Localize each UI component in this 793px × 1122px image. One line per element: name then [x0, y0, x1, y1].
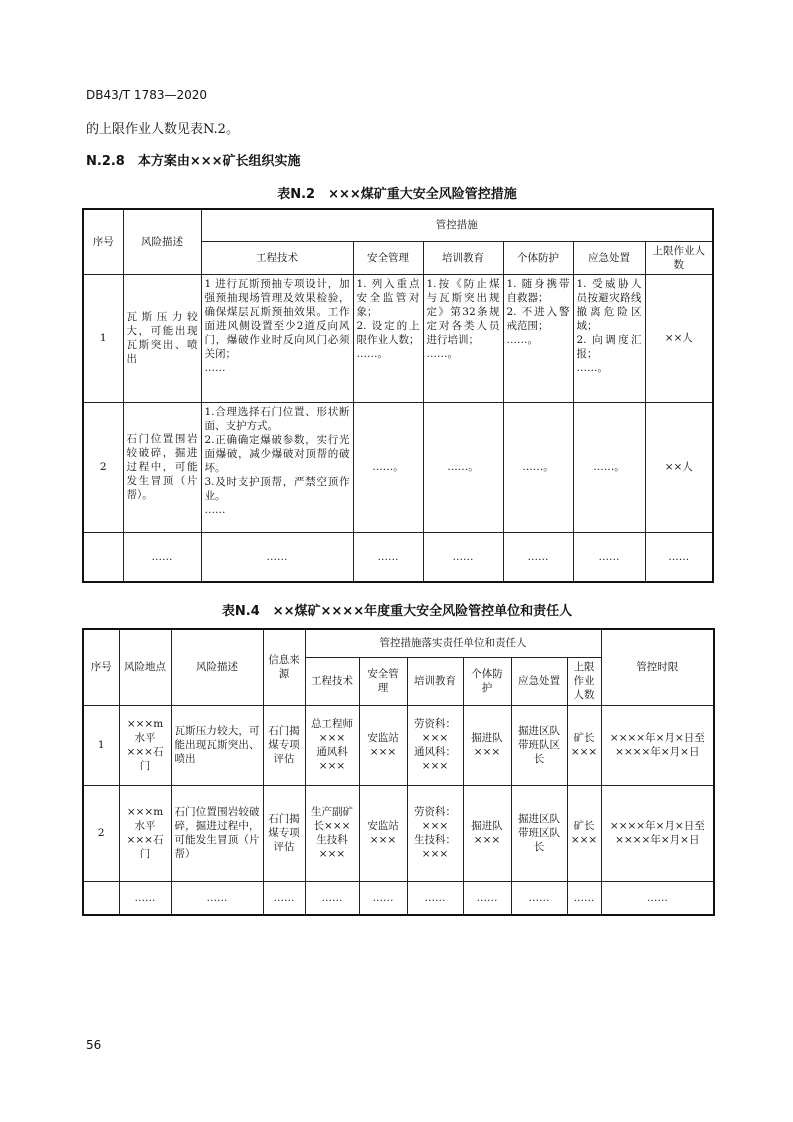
cell-ppe: …… [503, 532, 573, 582]
table-row [83, 532, 713, 582]
cell-ppe: 掘进队××× [463, 705, 511, 785]
header-period: 管控时限 [601, 629, 714, 705]
intro-text: 的上限作业人数见表N.2。 [86, 122, 239, 137]
cell-seq [83, 881, 119, 915]
cell-ppe: ……。 [503, 402, 573, 532]
document-id: DB43/T 1783—2020 [86, 88, 208, 102]
table-n4 [82, 628, 715, 916]
cell-limit: …… [645, 532, 713, 582]
cell-location: …… [119, 881, 171, 915]
cell-engineering: 1.合理选择石门位置、形状断面、支护方式。 2.正确确定爆破参数，实行光面爆破，减少爆破对顶帮的破坏。 3.及时支护顶帮，严禁空顶作业。 …… [201, 402, 353, 532]
header-ppe: 个体防护 [503, 241, 573, 274]
cell-risk: 石门位置围岩较破碎，掘进过程中，可能发生冒顶（片帮）。 [123, 402, 201, 532]
table-row [83, 705, 714, 785]
cell-period: ××××年×月×日至××××年×月×日 [601, 785, 714, 881]
cell-safety: 安监站××× [359, 785, 407, 881]
header-source: 信息来源 [263, 629, 305, 705]
cell-emergency: 掘进区队带班区队长 [511, 785, 567, 881]
cell-seq [83, 532, 123, 582]
cell-training: …… [407, 881, 463, 915]
cell-safety: 1. 列入重点安全监管对象； 2. 设定的上限作业人数； ……。 [353, 274, 423, 402]
cell-limit: ××人 [645, 402, 713, 532]
header-measures: 管控措施 [201, 209, 713, 241]
cell-source: …… [263, 881, 305, 915]
cell-engineering: …… [305, 881, 359, 915]
cell-limit: ××人 [645, 274, 713, 402]
header-seq: 序号 [83, 629, 119, 705]
cell-source: 石门揭煤专项评估 [263, 785, 305, 881]
cell-engineering: 生产副矿长××× 生技科××× [305, 785, 359, 881]
cell-safety: …… [359, 881, 407, 915]
header-risk: 风险描述 [123, 209, 201, 274]
cell-emergency: ……。 [573, 402, 645, 532]
cell-risk: …… [123, 532, 201, 582]
cell-training: 1.按《防止煤与瓦斯突出规定》第32条规定对各类人员进行培训； ……。 [423, 274, 503, 402]
header-limit: 上限作业人数 [567, 657, 601, 705]
cell-ppe: 掘进队××× [463, 785, 511, 881]
cell-seq: 2 [83, 402, 123, 532]
cell-location: ×××m水平×××石门 [119, 705, 171, 785]
cell-ppe: …… [463, 881, 511, 915]
cell-engineering: 1 进行瓦斯预抽专项设计，加强预抽现场管理及效果检验，确保煤层瓦斯预抽效果。工作面进风侧设置至少2道反向风门，爆破作业时反向风门必须关闭； …… [201, 274, 353, 402]
header-engineering: 工程技术 [305, 657, 359, 705]
section-heading: N.2.8 本方案由×××矿长组织实施 [86, 154, 301, 169]
cell-location: ×××m水平×××石门 [119, 785, 171, 881]
table-row [83, 402, 713, 532]
cell-safety: 安监站××× [359, 705, 407, 785]
cell-period: ××××年×月×日至××××年×月×日 [601, 705, 714, 785]
cell-training: 劳资科：××× 通风科：××× [407, 705, 463, 785]
cell-limit: 矿长××× [567, 785, 601, 881]
cell-seq: 1 [83, 274, 123, 402]
header-training: 培训教育 [423, 241, 503, 274]
cell-risk: …… [171, 881, 263, 915]
cell-training: …… [423, 532, 503, 582]
cell-emergency: 掘进区队带班队区长 [511, 705, 567, 785]
cell-source: 石门揭煤专项评估 [263, 705, 305, 785]
header-emergency: 应急处置 [573, 241, 645, 274]
header-training: 培训教育 [407, 657, 463, 705]
table-n2 [82, 208, 714, 583]
cell-ppe: 1. 随身携带自救器； 2. 不进入警戒范围； ……。 [503, 274, 573, 402]
header-safety: 安全管理 [353, 241, 423, 274]
header-engineering: 工程技术 [201, 241, 353, 274]
cell-emergency: …… [573, 532, 645, 582]
cell-safety: ……。 [353, 402, 423, 532]
table-row [83, 881, 714, 915]
table-n2-caption: 表N.2 ×××煤矿重大安全风险管控措施 [277, 187, 517, 202]
cell-engineering: …… [201, 532, 353, 582]
cell-emergency: 1. 受威胁人员按避灾路线撤离危险区域； 2. 向调度汇报； ……。 [573, 274, 645, 402]
cell-emergency: …… [511, 881, 567, 915]
header-safety: 安全管理 [359, 657, 407, 705]
cell-training: ……。 [423, 402, 503, 532]
header-ppe: 个体防护 [463, 657, 511, 705]
table-row [83, 274, 713, 402]
cell-training: 劳资科：××× 生技科：××× [407, 785, 463, 881]
header-seq: 序号 [83, 209, 123, 274]
cell-limit: …… [567, 881, 601, 915]
cell-engineering: 总工程师××× 通风科××× [305, 705, 359, 785]
table-n4-caption: 表N.4 ××煤矿××××年度重大安全风险管控单位和责任人 [221, 604, 573, 619]
cell-risk: 瓦斯压力较大，可能出现瓦斯突出、喷出 [123, 274, 201, 402]
header-limit: 上限作业人数 [645, 241, 713, 274]
header-group: 管控措施落实责任单位和责任人 [305, 629, 601, 657]
cell-seq: 1 [83, 705, 119, 785]
header-location: 风险地点 [119, 629, 171, 705]
header-emergency: 应急处置 [511, 657, 567, 705]
cell-period: …… [601, 881, 714, 915]
header-risk: 风险描述 [171, 629, 263, 705]
cell-risk: 瓦斯压力较大，可能出现瓦斯突出、喷出 [171, 705, 263, 785]
cell-seq: 2 [83, 785, 119, 881]
cell-risk: 石门位置围岩较破碎，掘进过程中，可能发生冒顶（片帮） [171, 785, 263, 881]
table-row [83, 785, 714, 881]
page-number: 56 [86, 1038, 102, 1052]
cell-safety: …… [353, 532, 423, 582]
cell-limit: 矿长××× [567, 705, 601, 785]
